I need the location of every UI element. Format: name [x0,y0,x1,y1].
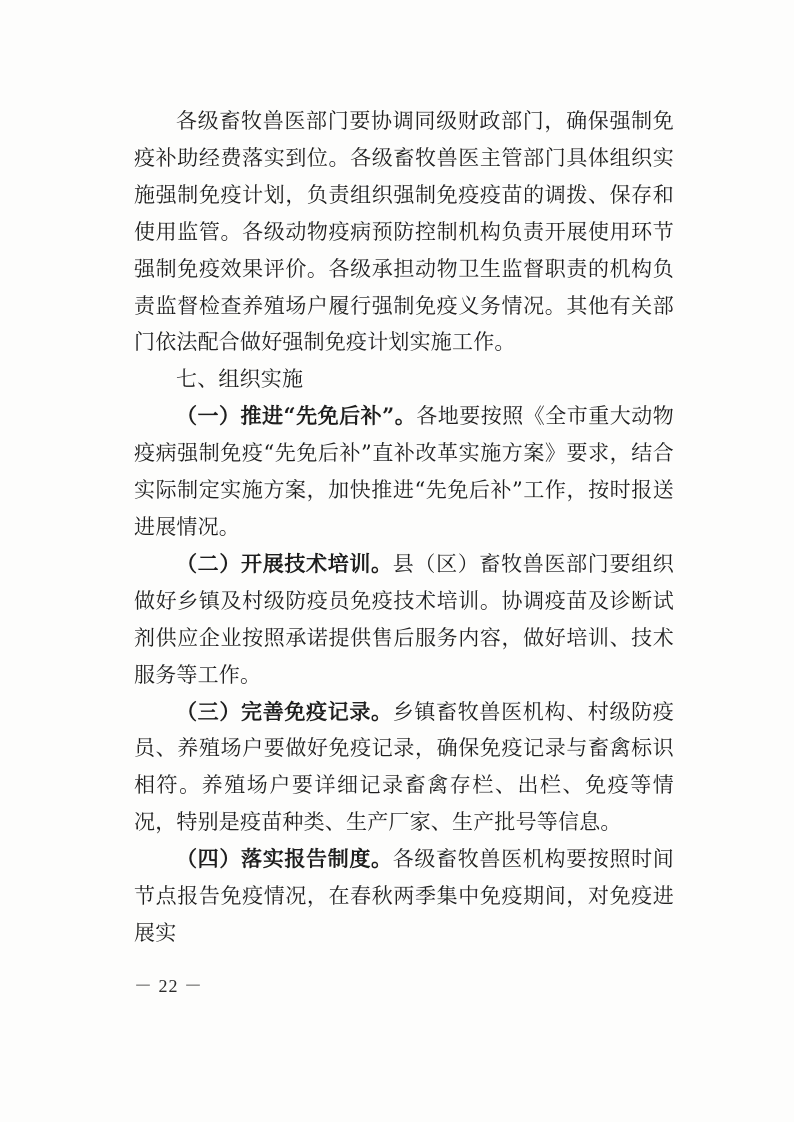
item-technical-training [134,546,674,694]
item-lead: （四）落实报告制度。 [176,846,393,872]
item-lead: （三）完善免疫记录。 [176,698,393,724]
item-text: 各地要按照《全市重大动物疫病强制免疫“先免后补”直补改革实施方案》要求，结合实际制定实施方案，加快推进“先免后补”工作，按时报送进展情况。 [134,404,674,539]
paragraph-text: 各级畜牧兽医部门要协调同级财政部门，确保强制免疫补助经费落实到位。各级畜牧兽医主管部门具体组织实施强制免疫计划，负责组织强制免疫疫苗的调拨、保存和使用监管。各级动物疫病预防控制机构负责开展使用环节强制免疫效果评价。各级承担动物卫生监督职责的机构负责监督检查养殖场户履行强制免疫义务情况。其他有关部门依法配合做好强制免疫计划实施工作。 [134,109,674,355]
item-text: 乡镇畜牧兽医机构、村级防疫员、养殖场户要做好免疫记录，确保免疫记录与畜禽标识相符。养殖场户要详细记录畜禽存栏、出栏、免疫等情况，特别是疫苗种类、生产厂家、生产批号等信息。 [134,699,675,835]
item-promote-first-immunize [134,398,674,546]
page-number: － 22 － [134,976,203,996]
item-lead: （二）开展技术培训。 [176,550,393,576]
item-reporting-system [134,841,674,952]
item-lead: （一）推进“先免后补”。 [176,403,417,429]
section-heading-organization [134,361,674,398]
item-immunization-records [134,694,674,842]
item-text: 县（区）畜牧兽医部门要组织做好乡镇及村级防疫员免疫技术培训。协调疫苗及诊断试剂供应企业按照承诺提供售后服务内容，做好培训、技术服务等工作。 [134,551,675,687]
item-text: 各级畜牧兽医机构要按照时间节点报告免疫情况，在春秋两季集中免疫期间，对免疫进展实 [134,847,675,945]
paragraph-funding-responsibilities [134,103,674,361]
document-body [134,103,674,952]
section-heading-text: 七、组织实施 [176,367,304,392]
